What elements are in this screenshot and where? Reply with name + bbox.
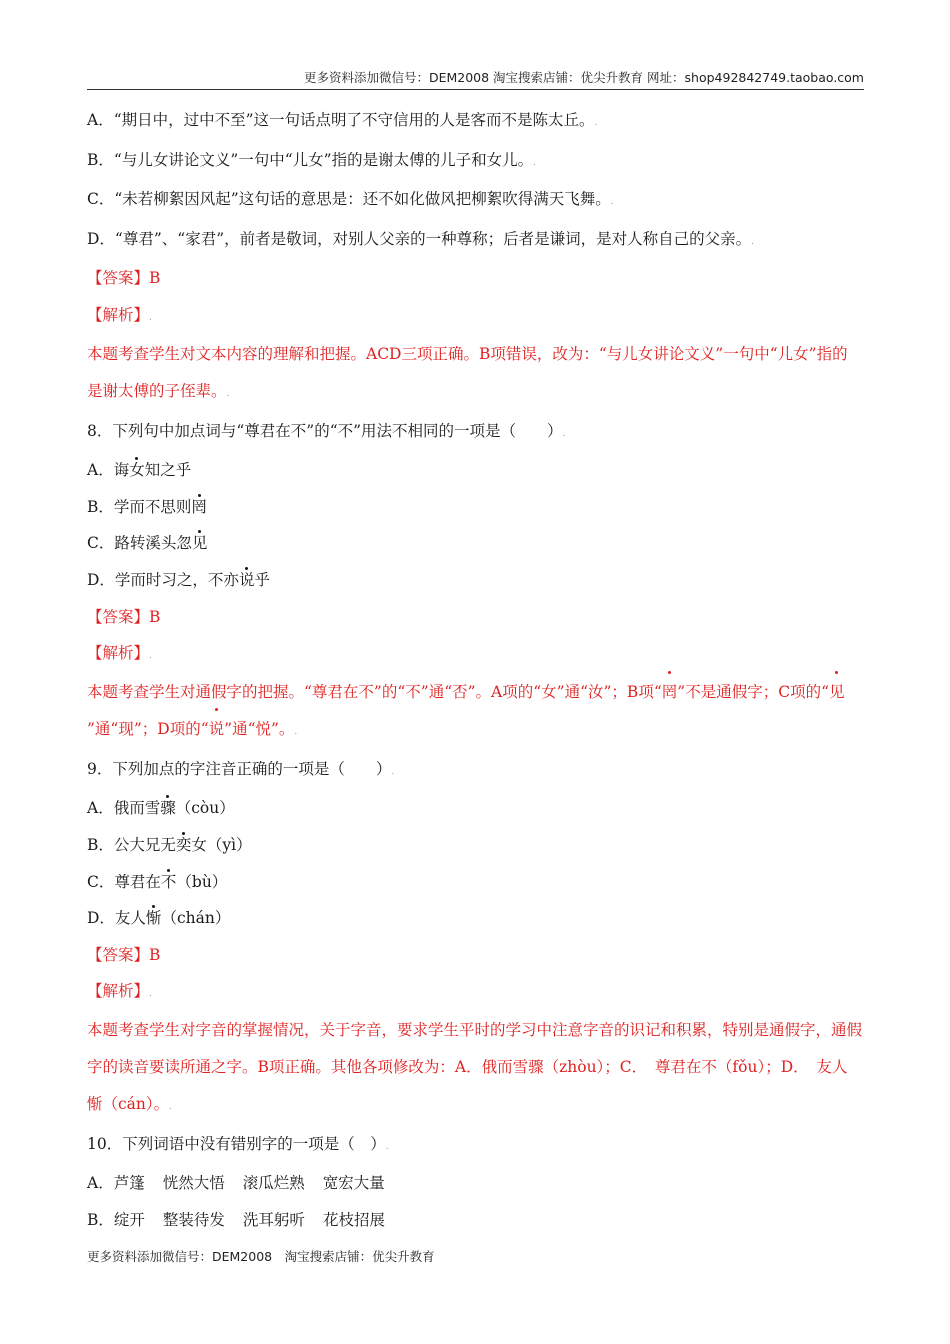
page-footer: 更多资料添加微信号：DEM2008 淘宝搜索店铺：优尖升教育	[87, 1249, 435, 1264]
q9-analysis-label: 【解析】.	[87, 982, 152, 1001]
q9-answer: 【答案】B	[87, 945, 161, 964]
q8-option-b: B．学而不思则罔	[87, 497, 207, 516]
dotted-char: 见	[829, 674, 845, 711]
q8-analysis-label: 【解析】.	[87, 644, 152, 663]
q8-answer: 【答案】B	[87, 607, 161, 626]
q7-option-b: B．“与儿女讲论文义”一句中“儿女”指的是谢太傅的儿子和女儿。.	[87, 150, 536, 169]
q9-option-b: B．公大兄无奕女（yì）	[87, 835, 252, 854]
dotted-char: 罔	[662, 674, 678, 711]
q9-option-a: A．俄而雪骤（còu）	[87, 799, 235, 818]
q7-analysis: 本题考查学生对文本内容的理解和把握。ACD三项正确。B项错误，改为：“与儿女讲论文义”一句中“儿女”指的是谢太傅的子侄辈。.	[87, 344, 848, 400]
q8-option-d: D．学而时习之，不亦说乎	[87, 570, 270, 589]
q10-option-a: A．芦篷 恍然大悟 滚瓜烂熟 宽宏大量	[87, 1174, 385, 1193]
q9-stem: 9．下列加点的字注音正确的一项是（ ）.	[87, 759, 395, 778]
dotted-char: 女	[129, 461, 145, 480]
dotted-char: 说	[238, 570, 255, 589]
dotted-char: 见	[191, 534, 208, 553]
q8-option-a: A．诲女知之乎	[87, 461, 192, 480]
dotted-char: 罔	[191, 497, 207, 516]
dotted-char: 骤	[160, 799, 176, 818]
dotted-char: 奕	[175, 835, 192, 854]
q7-analysis-label: 【解析】.	[87, 305, 152, 324]
page-header: 更多资料添加微信号：DEM2008 淘宝搜索店铺：优尖升教育 网址：shop492842749.taobao.com	[87, 68, 864, 90]
dotted-char: 惭	[145, 909, 162, 928]
q7-option-a: A．“期日中，过中不至”这一句话点明了不守信用的人是客而不是陈太丘。.	[87, 111, 598, 129]
q7-option-c: C．“未若柳絮因风起”这句话的意思是：还不如化做风把柳絮吹得满天飞舞。.	[87, 190, 614, 209]
q8-analysis: 本题考查学生对通假字的把握。“尊君在不”的“不”通“否”。A项的“女”通“汝”；B项“罔”不是通假字；C项的“见”通“现”；D项的“说”通“悦”。.	[87, 674, 862, 751]
q9-option-c: C．尊君在不（bù）	[87, 872, 228, 891]
q9-analysis: 本题考查学生对字音的掌握情况，关于字音，要求学生平时的学习中注意字音的识记和积累，特别是通假字，通假字的读音要读所通之字。B项正确。其他各项修改为：A．俄而雪骤（zhòu）；C． 尊君在不（fǒu）；D． 友人惭（cán）。.	[87, 1020, 863, 1113]
q10-option-b: B．绽开 整装待发 洗耳躬听 花枝招展	[87, 1211, 385, 1230]
q8-stem: 8．下列句中加点词与“尊君在不”的“不”用法不相同的一项是（ ）.	[87, 421, 566, 440]
q9-option-d: D．友人惭（chán）	[87, 909, 231, 928]
q7-answer: 【答案】B	[87, 269, 161, 288]
q8-option-c: C．路转溪头忽见	[87, 534, 208, 553]
dotted-char: 不	[160, 872, 177, 891]
dotted-char: 说	[209, 711, 225, 748]
document-body	[87, 110, 862, 1247]
q10-stem: 10．下列词语中没有错别字的一项是（ ）.	[87, 1134, 389, 1153]
q7-option-d: D．“尊君”、“家君”，前者是敬词，对别人父亲的一种尊称；后者是谦词，是对人称自己的父亲。.	[87, 229, 755, 248]
